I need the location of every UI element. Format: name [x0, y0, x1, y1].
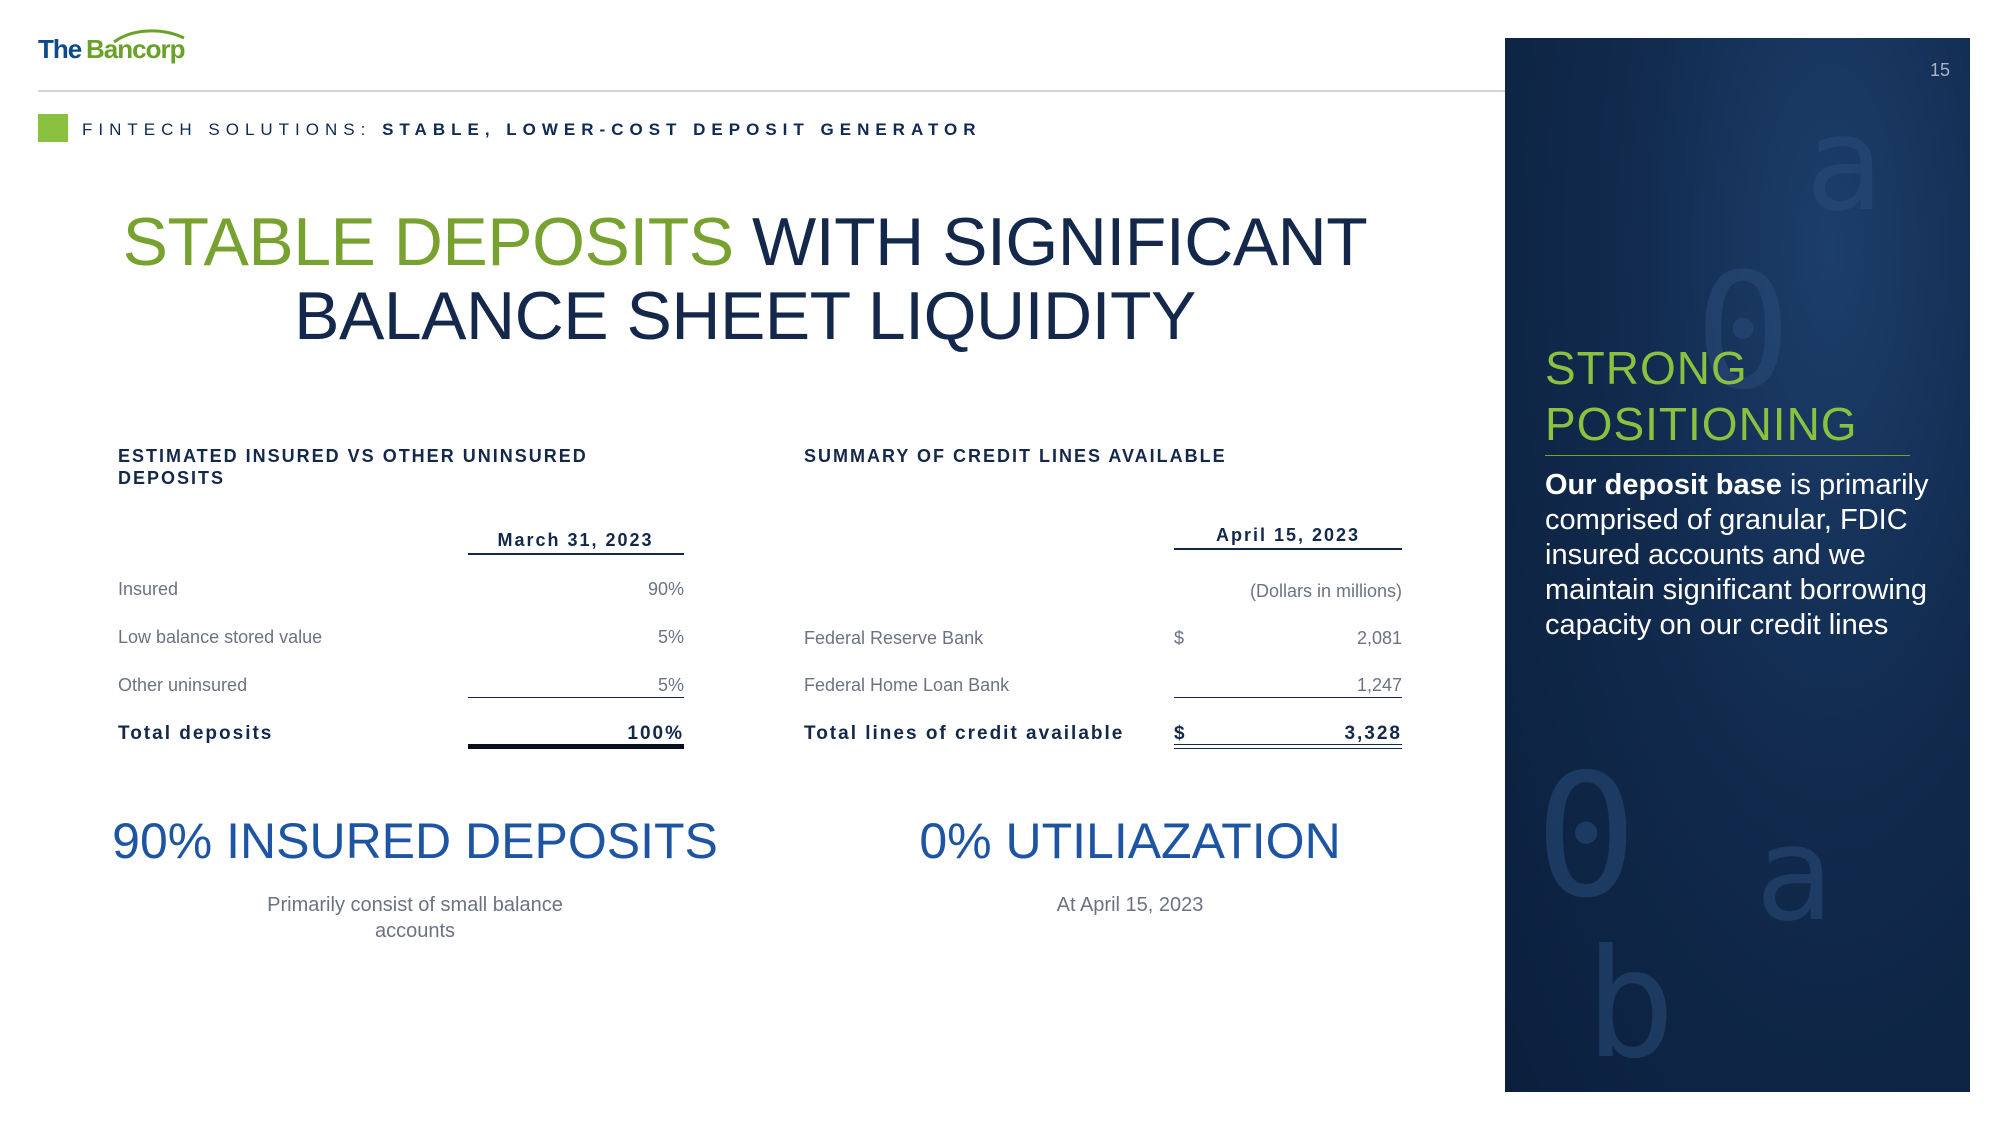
background-glyph: 0: [1535, 738, 1638, 936]
utilization-stat: 0% UTILIAZATION: [919, 813, 1341, 869]
section-label: [82, 120, 982, 140]
credit-row-value: 2,081: [1356, 628, 1402, 648]
utilization-caption: At April 15, 2023: [1056, 894, 1204, 916]
title-line2: BALANCE SHEET LIQUIDITY: [294, 278, 1196, 354]
deposits-row-label: Other uninsured: [118, 675, 248, 695]
panel-body-text: is primarily comprised of granular, FDIC insured accounts and we maintain significant borrowing capacity on our credit lines: [1545, 469, 1929, 641]
deposits-column-header: March 31, 2023: [497, 530, 654, 550]
logo-the-text: The: [38, 34, 82, 64]
deposits-row-value: 5%: [657, 627, 684, 647]
deposits-header-rule: [468, 553, 684, 555]
credit-total-rule-top: [1174, 744, 1402, 745]
page-number: 15: [1930, 60, 1951, 80]
credit-table-heading: SUMMARY OF CREDIT LINES AVAILABLE: [804, 446, 1227, 466]
insured-deposits-caption: Primarily consist of small balance accounts: [267, 894, 563, 942]
credit-total-rule-bottom: [1174, 748, 1402, 749]
section-marker: [38, 114, 68, 142]
deposits-row-label: Insured: [118, 579, 179, 599]
deposits-table-heading: ESTIMATED INSURED VS OTHER UNINSURED DEPOSITS: [118, 446, 588, 488]
logo-name-text: Bancorp: [86, 34, 185, 64]
deposits-row-label: Low balance stored value: [118, 627, 323, 647]
panel-body: [1545, 468, 1935, 643]
insured-deposits-stat: 90% INSURED DEPOSITS: [112, 813, 718, 869]
background-glyph: b: [1585, 918, 1676, 1092]
background-glyph: a: [1805, 88, 1884, 240]
credit-row-label: Federal Reserve Bank: [804, 628, 984, 648]
background-glyph: 0: [1695, 238, 1792, 425]
credit-total-label: Total lines of credit available: [804, 723, 1125, 744]
section-prefix: FINTECH SOLUTIONS:: [82, 120, 372, 139]
background-glyph: a: [1755, 798, 1834, 950]
bancorp-logo: [38, 26, 198, 80]
panel-title-line1: STRONG: [1545, 342, 1748, 394]
deposits-subtotal-rule: [468, 697, 684, 698]
panel-title-line2: POSITIONING: [1545, 398, 1858, 450]
deposits-total-rule: [468, 744, 684, 749]
credit-row-label: Federal Home Loan Bank: [804, 675, 1010, 695]
credit-column-header: April 15, 2023: [1215, 525, 1361, 545]
deposits-total-label: Total deposits: [118, 723, 274, 744]
deposits-row-value: 5%: [657, 675, 684, 695]
panel-divider: [1545, 455, 1910, 456]
page-title: [90, 205, 1400, 353]
credit-unit-note: (Dollars in millions): [1249, 581, 1402, 601]
credit-row-value: 1,247: [1356, 675, 1402, 695]
deposits-total-value: 100%: [627, 723, 684, 744]
credit-total-currency: $: [1174, 723, 1187, 744]
credit-header-rule: [1174, 548, 1402, 550]
deposits-row-value: 90%: [647, 579, 684, 599]
title-rest: WITH SIGNIFICANT: [733, 204, 1368, 280]
panel-body-emphasis: Our deposit base: [1545, 469, 1782, 501]
section-title: STABLE, LOWER-COST DEPOSIT GENERATOR: [382, 120, 982, 139]
credit-row-currency: $: [1174, 628, 1185, 648]
credit-total-value: 3,328: [1344, 723, 1402, 744]
credit-subtotal-rule: [1174, 697, 1402, 698]
panel-title: [1545, 340, 1858, 452]
title-accent: STABLE DEPOSITS: [122, 204, 734, 280]
